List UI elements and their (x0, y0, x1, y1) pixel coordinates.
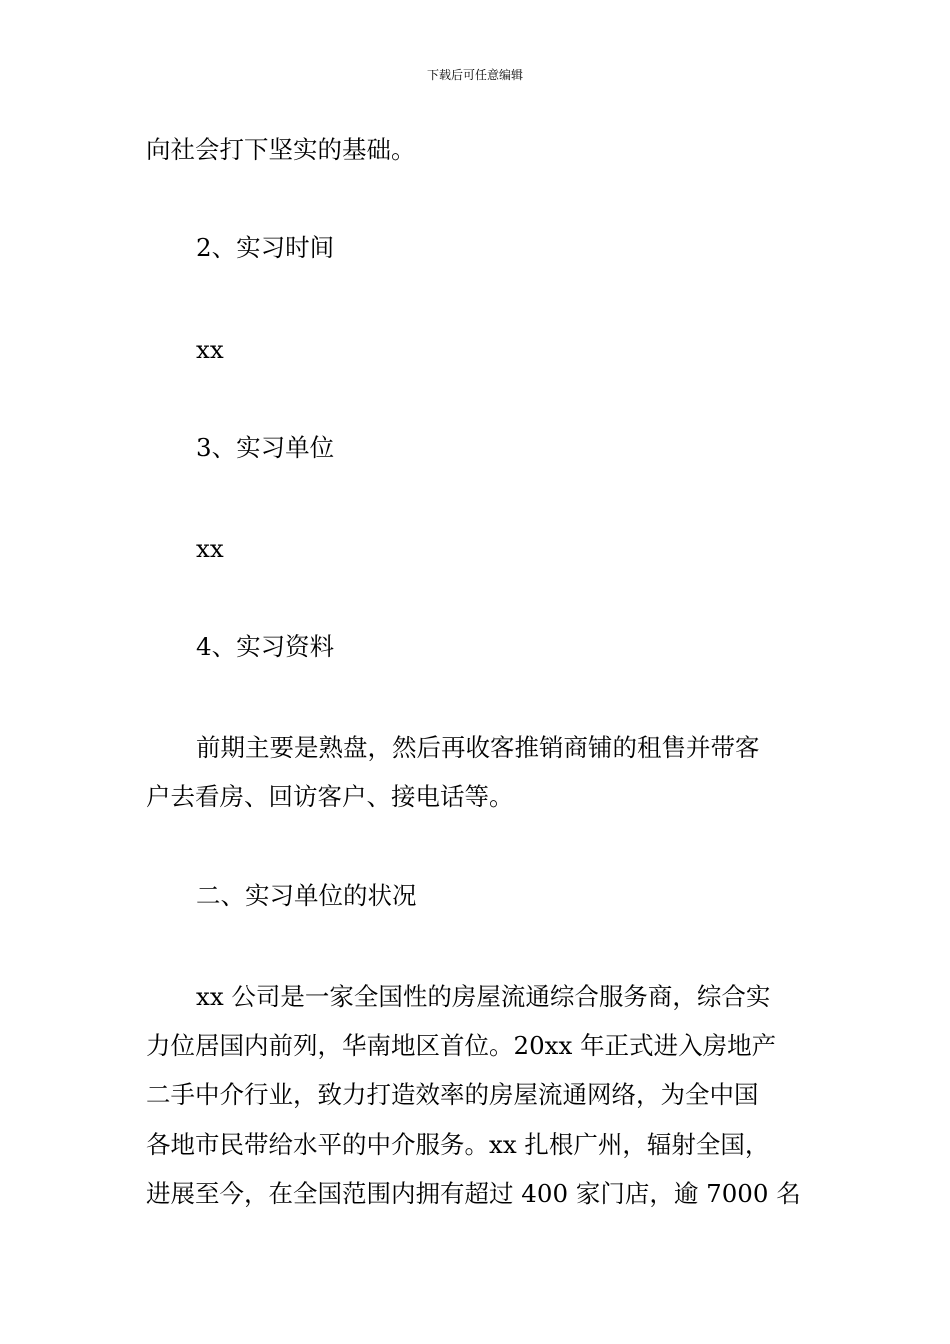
page-header: 下载后可任意编辑 (426, 68, 523, 82)
section-2-body-line: 各地市民带给水平的中介服务。xx 扎根广州，辐射全国， (146, 1130, 770, 1159)
section-2-body-line: 力位居国内前列，华南地区首位。20xx 年正式进入房地产 (146, 1031, 777, 1060)
section-2-body-line: 二手中介行业，致力打造效率的房屋流通网络，为全中国 (146, 1080, 759, 1109)
section-2-body-line: 进展至今，在全国范围内拥有超过 400 家门店，逾 7000 名 (146, 1179, 801, 1208)
section-2-heading: 二、实习单位的状况 (196, 881, 417, 910)
section-2-body-line: xx 公司是一家全国性的房屋流通综合服务商，综合实 (196, 982, 771, 1011)
continuation-text: 向社会打下坚实的基础。 (146, 135, 416, 164)
item-4-body-line: 户去看房、回访客户、接电话等。 (146, 782, 514, 811)
item-3-value: xx (196, 534, 224, 563)
item-4-heading: 4、实习资料 (196, 632, 335, 661)
item-2-heading: 2、实习时间 (196, 233, 335, 262)
item-4-body-line: 前期主要是熟盘，然后再收客推销商铺的租售并带客 (196, 733, 760, 762)
item-3-heading: 3、实习单位 (196, 433, 335, 462)
item-2-value: xx (196, 335, 224, 364)
